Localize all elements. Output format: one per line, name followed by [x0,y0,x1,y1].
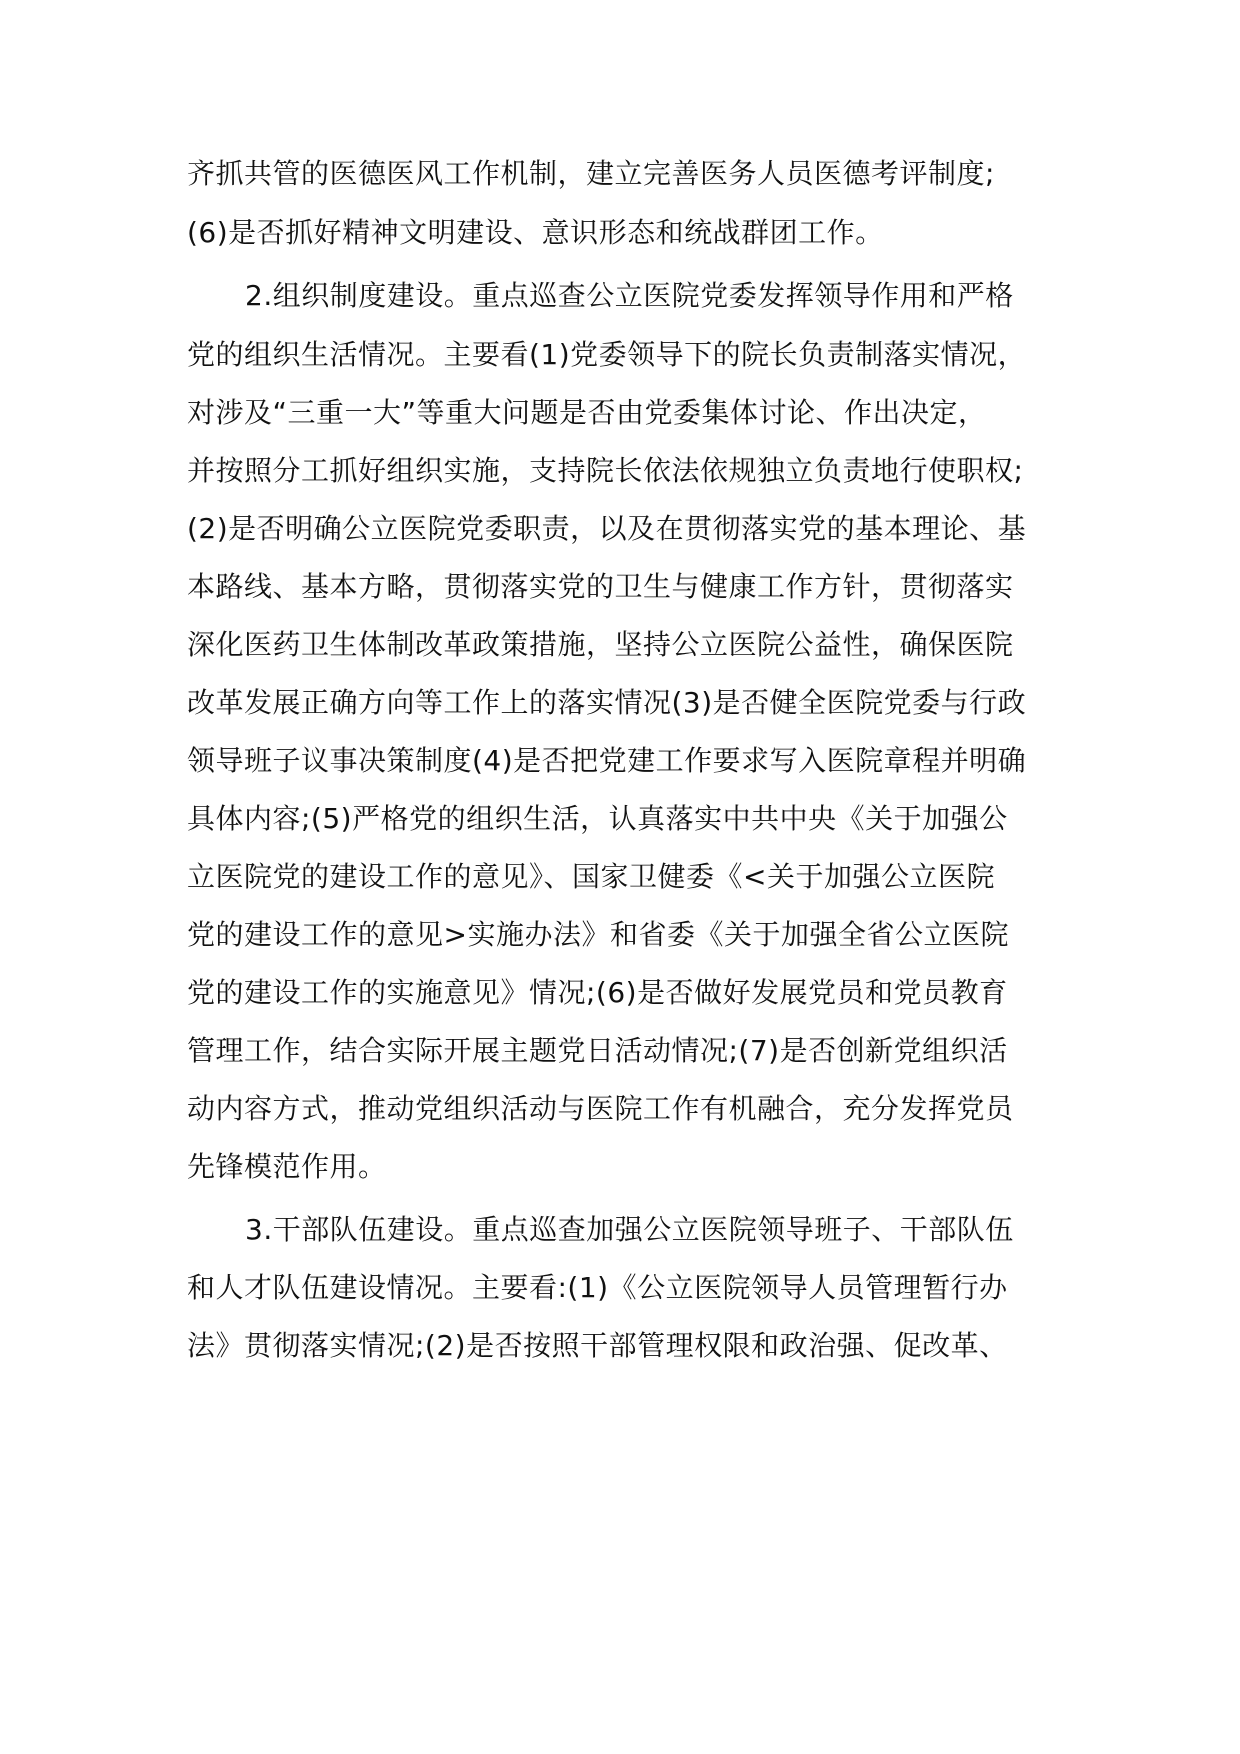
text-line: 改革发展正确方向等工作上的落实情况(3)是否健全医院党委与行政 [187,686,1027,719]
text-line: 本路线、基本方略，贯彻落实党的卫生与健康工作方针，贯彻落实 [187,570,1014,603]
text-line: 深化医药卫生体制改革政策措施，坚持公立医院公益性，确保医院 [187,628,1014,661]
text-line: 党的组织生活情况。主要看(1)党委领导下的院长负责制落实情况， [187,338,1027,371]
text-line: 党的建设工作的意见>实施办法》和省委《关于加强全省公立医院 [187,918,1009,951]
text-line: 动内容方式，推动党组织活动与医院工作有机融合，充分发挥党员 [187,1092,1014,1125]
text-line: 具体内容;(5)严格党的组织生活，认真落实中共中央《关于加强公 [187,802,1008,835]
text-line: 管理工作，结合实际开展主题党日活动情况;(7)是否创新党组织活 [187,1034,1008,1067]
text-line: 和人才队伍建设情况。主要看:(1)《公立医院领导人员管理暂行办 [187,1271,1008,1304]
text-line: (2)是否明确公立医院党委职责，以及在贯彻落实党的基本理论、基 [187,512,1027,545]
text-line: 立医院党的建设工作的意见》、国家卫健委《<关于加强公立医院 [187,860,995,893]
paragraph-3-heading-line: 3.干部队伍建设。重点巡查加强公立医院领导班子、干部队伍 [245,1213,1014,1246]
paragraph-2-heading-line: 2.组织制度建设。重点巡查公立医院党委发挥领导作用和严格 [245,279,1014,312]
text-line: (6)是否抓好精神文明建设、意识形态和统战群团工作。 [187,216,884,249]
text-line: 法》贯彻落实情况;(2)是否按照干部管理权限和政治强、促改革、 [187,1329,1008,1362]
text-line: 并按照分工抓好组织实施，支持院长依法依规独立负责地行使职权; [187,454,1024,487]
text-line: 领导班子议事决策制度(4)是否把党建工作要求写入医院章程并明确 [187,744,1027,777]
text-line: 先锋模范作用。 [187,1150,387,1183]
text-line: 对涉及“三重一大”等重大问题是否由党委集体讨论、作出决定， [187,396,987,429]
text-line: 党的建设工作的实施意见》情况;(6)是否做好发展党员和党员教育 [187,976,1008,1009]
text-line: 齐抓共管的医德医风工作机制，建立完善医务人员医德考评制度; [187,157,995,190]
